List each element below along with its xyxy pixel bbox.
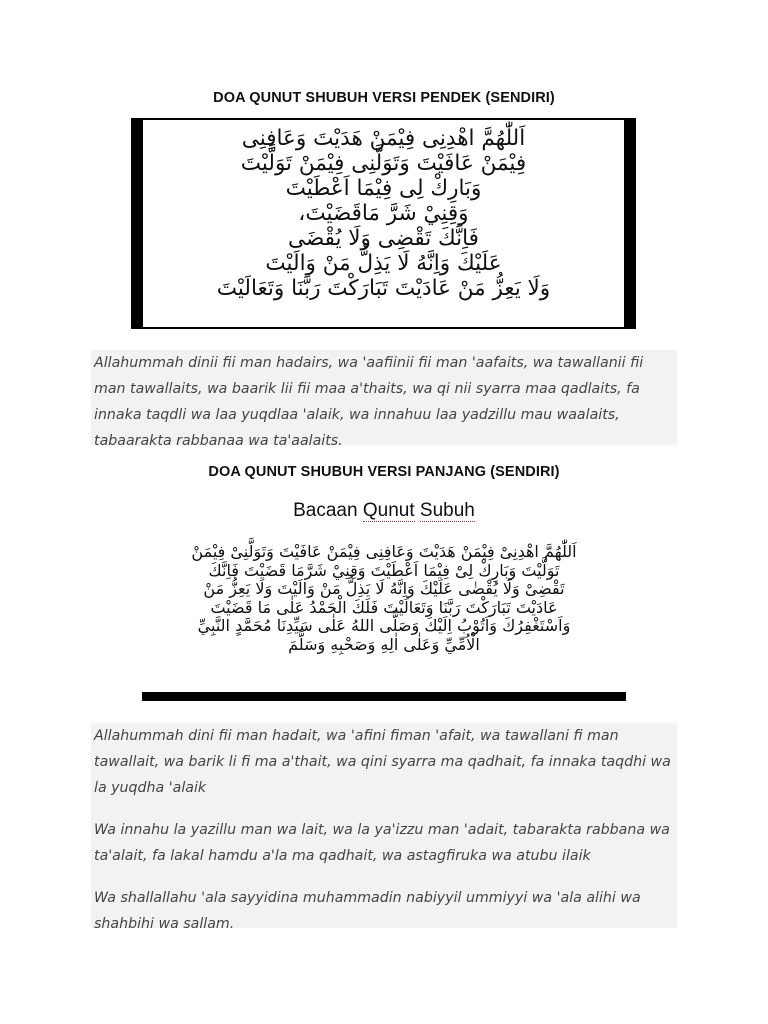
long-version-heading: DOA QUNUT SHUBUH VERSI PANJANG (SENDIRI) [208, 464, 560, 480]
transliteration-paragraph: Wa shallallahu 'ala sayyidina muhammadin nabiyyil ummiyyi wa 'ala alihi wa shahbihi wa sallam. [94, 890, 641, 932]
image-bottom-bar [142, 692, 626, 701]
arabic-line: وَلَا يَعِزُّ مَنْ عَادَيْتَ تَبَارَكْتَ رَبَّنَا وَتَعَالَيْتَ [216, 276, 551, 301]
arabic-line: تَوَلَّيْتَ وَبَارِكْ لِىْ فِيْمَا اَعْطَيْتَ وَقِنِيْ شَرَّمَا قَضَيْتَ فَاِنَّكَ [208, 560, 560, 580]
arabic-line: وَاَسْتَغْفِرُكَ وَاَتُوْبُ اِلَيْكَ وَصَلَّى اللهُ عَلٰى سَيِّدِنَا مُحَمَّدٍ النَّبِيِّ [197, 616, 571, 636]
long-qunut-arabic-image [142, 488, 626, 703]
arabic-line: عَادَيْتَ تَبَارَكْتَ رَبَّنَا وَتَعَالَيْتَ فَلَكَ الْحَمْدُ عَلٰى مَا قَضَيْتَ [210, 597, 558, 617]
arabic-line: وَبَارِكْ لِى فِيْمَا اَعْطَيْتَ [285, 176, 482, 201]
image-title-word: Qunut [362, 500, 415, 521]
short-qunut-arabic-image [131, 118, 636, 329]
transliteration-paragraph: Wa innahu la yazillu man wa lait, wa la ya'izzu man 'adait, tabarakta rabbana wa ta'alait, fa lakal hamdu a'la ma qadhait, wa astagfiruka wa atubu ilaik [94, 822, 670, 864]
short-transliteration: Allahummah dinii fii man hadairs, wa 'aafiinii fii man 'aafaits, wa tawallanii fii man tawallaits, wa baarik lii fii maa a'thaits, wa qi nii syarra maa qadlaits, fa innaka taqdli wa laa yuqdlaa 'alaik, wa innahuu laa yadzillu mau waalaits, tabaarakta rabbanaa wa ta'aalaits. [91, 350, 677, 445]
arabic-line: اَللّٰهُمَّ اهْدِنِىْ فِيْمَنْ هَدَيْتَ وَعَافِنِى فِيْمَنْ عَافَيْتَ وَتَوَلَّنِىْ فِيْمَنْ [191, 542, 577, 561]
arabic-line: فِيْمَنْ عَافَيْتَ وَتَوَلَّنِى فِيْمَنْ تَوَلَّيْتَ [240, 151, 527, 176]
image-title-word: Subuh [419, 500, 475, 521]
arabic-line: فَاِنَّكَ تَقْضِى وَلَا يُقْضَى [288, 226, 479, 251]
long-arabic-text [142, 543, 626, 655]
arabic-line: عَلَيْكَ وَاِنَّهُ لَا يَذِلُّ مَنْ وَالَيْتَ [265, 251, 502, 276]
arabic-line: اَللّٰهُمَّ اهْدِنِى فِيْمَنْ هَدَيْتَ وَعَافِنِى [241, 126, 526, 151]
arabic-line: تَقْضِىْ وَلَا يُقْضٰى عَلَيْكَ وَاِنَّهُ لَا يَذِلُّ مَنْ وَالَيْتَ وَلَا يَعِزُّ مَنْ [203, 579, 565, 599]
image-title [142, 500, 626, 522]
arabic-line: الْاُمِّيِّ وَعَلٰى اٰلِهِ وَصَحْبِهِ وَسَلَّمَ [288, 634, 480, 654]
short-version-heading: DOA QUNUT SHUBUH VERSI PENDEK (SENDIRI) [213, 90, 555, 106]
transliteration-paragraph: Allahummah dini fii man hadait, wa 'afini fiman 'afait, wa tawallani fi man tawallait, wa barik li fi ma a'thait, wa qini syarra ma qadhait, fa innaka taqdhi wa la yuqdha 'alaik [94, 728, 671, 796]
long-transliteration [91, 723, 677, 932]
arabic-line: وَقِنِيْ شَرَّ مَاقَضَيْتَ، [298, 201, 469, 226]
image-title-prefix: Bacaan [293, 500, 358, 521]
